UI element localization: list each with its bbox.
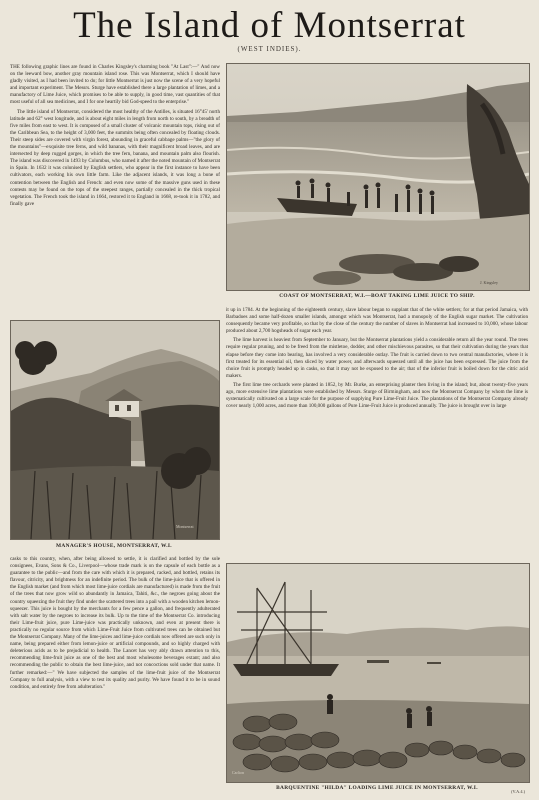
article-paragraph: casks to this country, when, after being allowed to settle, it is clarified and bottled by the sole consignees, Evans, Sons & Co., Liverpool—whose trade mark is on the capsule of each bottle as a guarantee to the public—and from the care with which it is prepared, racked, and bottled, retains its flavour, citricity, and brightness for an indefinite period. The bulk of the lime-juice that is offered in the English market (and from which most lime-juice cordials are manufactured) is made from the fruit of the trees that now grow wild so abundantly in Jamaica, Tahiti, &c., the negroes going about the country squeezing the fruit they find under the scattered trees into a pail with a wooden kitchen lemon-squeezer. This juice is bought by the merchants for a few pence a gallon, and frequently adulterated with salt water by the negroes to increase its bulk. Up to the time of the Montserrat Co. introducing their Lime-fruit juice, pure Lime-juice was practically unknown, and even at present there is practically no regular source from which Lime-Fruit Juice from cultivated trees can be obtained but the Montserrat Company. Many of the lime-juices and lime-juice cordials now offered are such only in name, being prepared either from lemon-juice or artificial compounds, and so highly charged with deleterious acids as to be prejudicial to health. The Lancet has very ably drawn attention to this, recommending lime-fruit juice as one of the best and most wholesome beverages extant; and also recommending the public to obtain the best lime-juice, and not concoctions sold under that name. It further remarked:—" We have subjected the samples of the lime-fruit juice of the Montserrat Company to full analysis, with a view to test its quality and purity. We have found it to be in sound condition, and entirely free from adulteration." [10,556,220,690]
barquentine-photo-credit: Carlton [232,770,244,775]
barquentine-photo [226,563,530,783]
article-column-left-bottom [10,556,220,796]
managers-house-photo [10,320,220,540]
house-photo-caption: MANAGER'S HOUSE, MONTSERRAT, W.I. [56,543,172,549]
article-paragraph: The little island of Montserrat, considered the most healthy of the Antilles, is situated 16°45' north latitude and 62° west longitude, and is about eight miles in length from north to south, by a breadth of five miles from east to west. It is composed of a small cluster of volcanic mountain tops, rising out of the Caribbean Sea, to the height of 3,000 feet, the summits being often concealed by floating clouds. Their steep sides are covered with virgin forest, abounding in graceful cabbage palms—"the glory of the mountains"—exquisite tree ferns, and wild bananas, with their magnificent broad leaves, and are intersected by deep rugged gorges, in which the tree fern, banana, and mountain palm also flourish. The island was discovered in 1493 by Columbus, who named it after the noted mountain of Montserrat in Spain. In 1632 it was colonised by English settlers, who appear in the first instance to have been cultivators, each working his own little farm. Like the adjacent islands, it was long a bone of contention between the English and French: and even now some of the massive guns used in these contests may be found on the tops of the steepest ranges, partially concealed in the thick tropical vegetation. The French took the island in 1664, restored it to England in 1668, re-took it in 1782, and finally gave [10,108,220,207]
article-column-left [10,64,220,314]
barquentine-illustration [227,564,529,782]
coast-illustration [227,64,529,290]
coast-photo-credit: J. Kingsley [480,280,498,285]
coast-photo-caption: COAST OF MONTSERRAT, W.I.—BOAT TAKING LIME JUICE TO SHIP. [279,293,475,299]
article-paragraph: THE following graphic lines are found in Charles Kingsley's charming book "At Last":—" And now on the leeward bow, another gray mountain island rose. This was Montserrat, which I should have gladly visited, as I had been invited to do; for little Montserrat is just now the scene of a very hopeful and important experiment. The Messrs. Sturge have established there a large plantation of limes, and a manufactory of Lime Juice, which promises to be able to supply, in good time, vast quantities of that most useful of all sea medicines, and I for one heartily bid God-speed to the enterprise." [10,64,220,106]
coast-photo [226,63,530,291]
house-photo-credit: Montserrat [176,524,194,529]
article-column-right [226,307,528,555]
page-subtitle: (WEST INDIES). [237,45,302,53]
article-paragraph: it up in 1784. At the beginning of the eighteenth century, slave labour began to supplant that of the white settlers; for at that period Jamaica, with Barbadoes and some half-dozen smaller islands, amongst which was Montserrat, had a monopoly of the English sugar market. The cultivation consequently became very profitable, so that by the close of the century the number of slaves in Montserrat had increased to 10,000, whose labour produced about 2,700 hogsheads of sugar each year. [226,307,528,335]
house-illustration [11,321,219,539]
page-title: The Island of Montserrat [73,5,466,46]
plate-number: (V.A.4.) [511,789,525,794]
article-paragraph: The lime harvest is heaviest from September to January, but the Montserrat plantations yield a considerable return all the year round. The trees require regular pruning, and to be freed from the mistletoe, dodder, and other mischievous parasites, so that their cultivation during the years that elapse before they come into bearing, has involved a very considerable outlay. The fruit is carried down to two central manufactories, where it is first treated for its essential oil, then sliced by water power, and afterwards squeezed until all the juice has been expressed. The juice from the choice fruit is promptly headed up in casks, so that it may not be exposed to the air; that of the inferior fruit is boiled down for the citric acid makers. [226,337,528,379]
article-paragraph: The first lime tree orchards were planted in 1852, by Mr. Burke, an enterprising planter then living in the island; but, about twenty-five years ago, more extensive lime plantations were established by Messrs. Sturge of Birmingham, and now the Montserrat Company by whom the lime is systematically cultivated on a large scale for the purpose of supplying Pure Lime-Fruit Juice. The plantations of the Montserrat Company already cover nearly 1,000 acres, and more than 100,000 gallons of Pure Lime-Fruit Juice is produced annually. The juice is brought over in large [226,381,528,410]
barquentine-photo-caption: BARQUENTINE "HILDA" LOADING LIME JUICE IN MONTSERRAT, W.I. [276,785,478,791]
